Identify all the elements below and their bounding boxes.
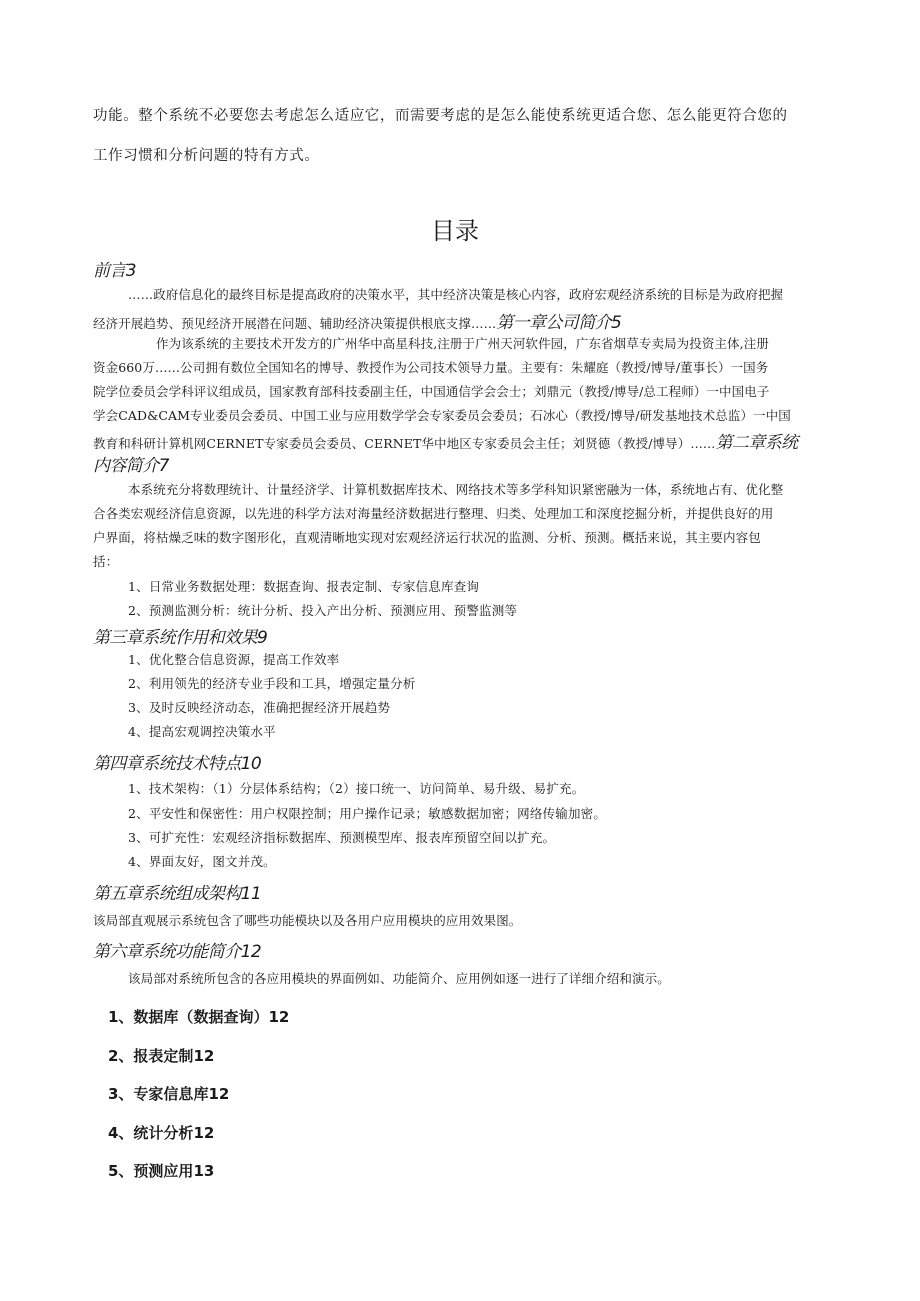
list-item: 3、及时反映经济动态，准确把握经济开展趋势 xyxy=(128,700,391,715)
list-item: 2、预测监测分析：统计分析、投入产出分析、预测应用、预警监测等 xyxy=(128,603,518,618)
preface-line-2: 经济开展趋势、预见经济开展潜在问题、辅助经济决策提供根底支撑…… xyxy=(93,316,497,331)
toc-entry-subsection: 3、专家信息库12 xyxy=(108,1085,230,1103)
chapter2-line-3: 户界面，将枯燥乏味的数字图形化，直观清晰地实现对宏观经济运行状况的监测、分析、预测。概括来说，其主要内容包 xyxy=(93,530,761,545)
toc-entry-preface: 前言3 xyxy=(93,261,137,281)
toc-entry-chapter-3: 第三章系统作用和效果9 xyxy=(93,628,268,648)
toc-entry-chapter-1: 第一章公司简介5 xyxy=(496,313,622,333)
list-item: 2、利用领先的经济专业手段和工具，增强定量分析 xyxy=(128,676,416,691)
toc-entry-chapter-4: 第四章系统技术特点10 xyxy=(93,754,262,774)
list-item: 1、技术架构：（1）分层体系结构；（2）接口统一、访问简单、易升级、易扩充。 xyxy=(128,781,585,796)
chapter2-line-2: 合各类宏观经济信息资源，以先进的科学方法对海量经济数据进行整理、归类、处理加工和深度挖掘分析，并提供良好的用 xyxy=(93,506,774,521)
toc-entry-chapter-2-part-1: 第二章系统 xyxy=(715,433,798,453)
toc-title: 目录 xyxy=(431,217,479,245)
chapter1-line-1: 作为该系统的主要技术开发方的广州华中高星科技,注册于广州天河软件园，广东省烟草专卖局为投资主体,注册 xyxy=(156,336,769,351)
intro-line-1: 功能。整个系统不必要您去考虑怎么适应它，而需要考虑的是怎么能使系统更适合您、怎么能更符合您的 xyxy=(93,108,788,124)
chapter1-line-5-row xyxy=(93,428,798,453)
toc-entry-subsection: 2、报表定制12 xyxy=(108,1047,215,1065)
chapter1-line-2: 资金660万……公司拥有数位全国知名的博导、教授作为公司技术领导力量。主要有：朱耀庭（教授/博导/董事长）一国务 xyxy=(93,360,769,375)
preface-line-1: ……政府信息化的最终目标是提高政府的决策水平，其中经济决策是核心内容，政府宏观经济系统的目标是为政府把握 xyxy=(128,287,784,302)
chapter2-line-4: 括： xyxy=(93,554,119,569)
toc-entry-chapter-2-part-2: 内容简介7 xyxy=(93,456,169,476)
chapter1-line-5: 教育和科研计算机网CERNET专家委员会委员、CERNET华中地区专家委员会主任；刘贤德（教授/博导）…… xyxy=(93,436,716,451)
list-item: 3、可扩充性：宏观经济指标数据库、预测模型库、报表库预留空间以扩充。 xyxy=(128,830,556,845)
chapter5-text: 该局部直观展示系统包含了哪些功能模块以及各用户应用模块的应用效果图。 xyxy=(93,913,522,928)
toc-entry-chapter-5: 第五章系统组成架构11 xyxy=(93,884,262,904)
list-item: 4、界面友好，图文并茂。 xyxy=(128,854,276,869)
intro-line-2: 工作习惯和分析问题的特有方式。 xyxy=(93,148,320,164)
toc-entry-subsection: 5、预测应用13 xyxy=(108,1162,215,1180)
chapter1-line-3: 院学位委员会学科评议组成员，国家教育部科技委副主任，中国通信学会会士；刘鼎元（教授/博导/总工程师）一中国电子 xyxy=(93,384,770,399)
toc-entry-chapter-6: 第六章系统功能简介12 xyxy=(93,942,262,962)
list-item: 4、提高宏观调控决策水平 xyxy=(128,724,276,739)
list-item: 1、优化整合信息资源，提高工作效率 xyxy=(128,652,340,667)
toc-entry-subsection: 1、数据库（数据查询）12 xyxy=(108,1008,290,1026)
chapter6-text: 该局部对系统所包含的各应用模块的界面例如、功能简介、应用例如逐一进行了详细介绍和演示。 xyxy=(128,971,670,986)
list-item: 2、平安性和保密性：用户权限控制；用户操作记录；敏感数据加密；网络传输加密。 xyxy=(128,806,607,821)
chapter1-line-4: 学会CAD&CAM专业委员会委员、中国工业与应用数学学会专家委员会委员；石冰心（教授/博导/研发基地技术总监）一中国 xyxy=(93,408,791,423)
toc-entry-subsection: 4、统计分析12 xyxy=(108,1124,215,1142)
list-item: 1、日常业务数据处理：数据查询、报表定制、专家信息库查询 xyxy=(128,579,480,594)
chapter2-line-1: 本系统充分将数理统计、计量经济学、计算机数据库技术、网络技术等多学科知识紧密融为一体，系统地占有、优化整 xyxy=(128,482,784,497)
preface-line-2-row xyxy=(93,308,621,333)
